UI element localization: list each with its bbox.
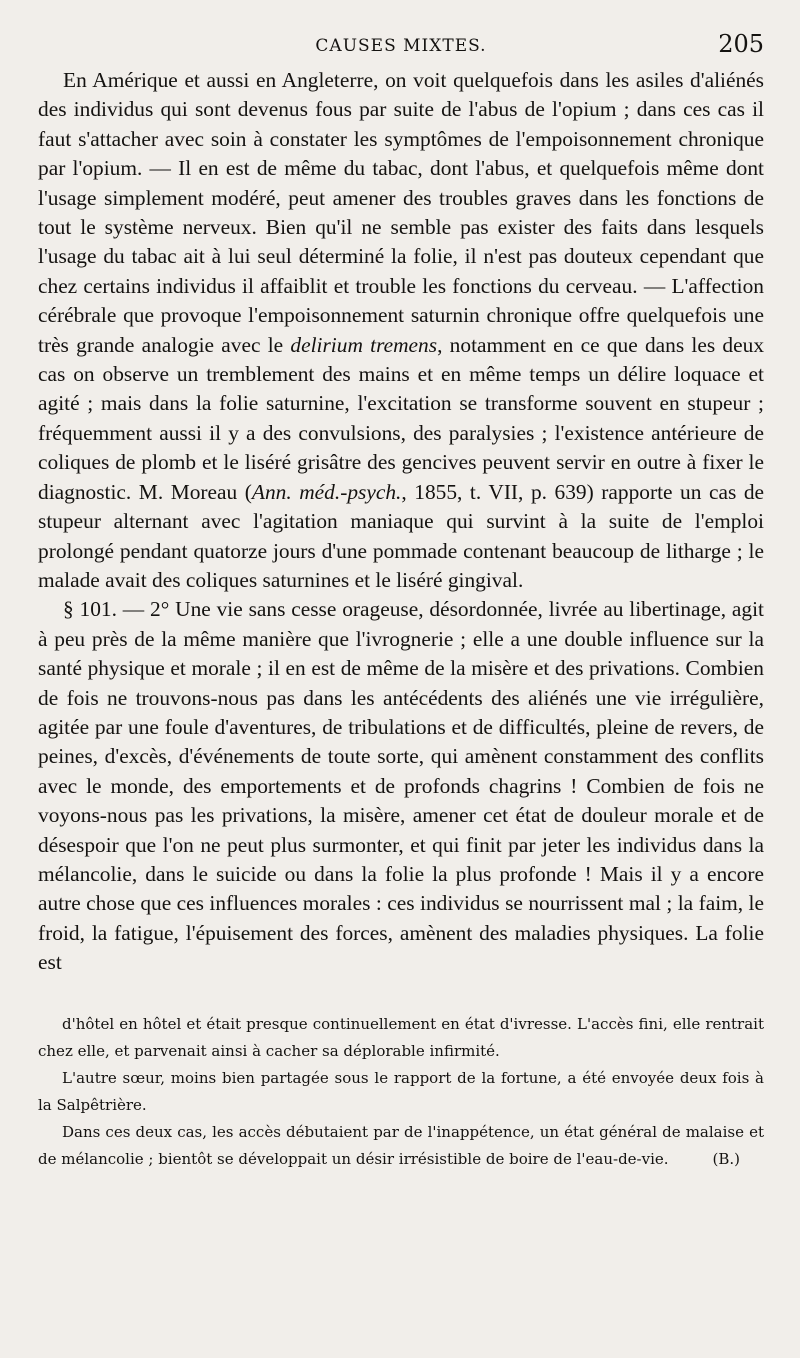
page-number: 205 — [718, 30, 764, 58]
page-header — [38, 30, 764, 66]
footnote-signature: (B.) — [712, 1149, 740, 1168]
footnotes — [38, 1011, 764, 1173]
running-title: CAUSES MIXTES. — [315, 36, 487, 56]
footnote-paragraph: d'hôtel en hôtel et était presque continuellement en état d'ivresse. L'accès fini, elle rentrait chez elle, et parvenait ainsi à cacher sa déplorable infirmité. — [38, 1014, 764, 1060]
footnote-paragraph — [38, 1119, 764, 1173]
paragraph-text: , notamment en ce que dans les deux cas on observe un tremblement des mains et en même temps un délire loquace et agité ; mais dans la folie saturnine, l'excitation se transforme souvent en stupeur ; fréquemment aussi il y a des convulsions, des paralysies ; l'existence antérieure de coliques de plomb et le liséré grisâtre des gencives peuvent servir en outre à fixer le diagnostic. M. Moreau ( — [38, 332, 765, 504]
main-text — [38, 66, 764, 978]
paragraph-text: , 1855, t. VII, p. 639) rapporte un cas de stupeur alternant avec l'agitation maniaque qui survint à la suite de l'emploi prolongé pendant quatorze jours d'une pommade contenant beaucoup de litharge ; le malade avait des coliques saturnines et le liséré gingival. — [38, 479, 765, 592]
paragraph-text: En Amérique et aussi en Angleterre, on voit quelquefois dans les asiles d'aliénés des individus qui sont devenus fous par suite de l'abus de l'opium ; dans ces cas il faut s'attacher avec soin à constater les symptômes de l'empoisonnement chronique par l'opium. — Il en est de même du tabac, dont l'abus, et quelquefois même dont l'usage simplement modéré, peut amener des troubles graves dans les fonctions de tout le système nerveux. Bien qu'il ne semble pas exister des faits dans lesquels l'usage du tabac ait à lui seul déterminé la folie, il n'est pas douteux cependant que chez certains individus il affaiblit et trouble les fonctions du cerveau. — L'affection cérébrale que provoque l'empoisonnement saturnin chronique offre quelquefois une très grande analogie avec le — [38, 68, 764, 357]
footnote-text: Dans ces deux cas, les accès débutaient par de l'inappétence, un état général de malaise et de mélancolie ; bientôt se développait un désir irrésistible de boire de l'eau-de-vie. — [38, 1122, 764, 1168]
book-page — [38, 30, 764, 1173]
footnote-paragraph: L'autre sœur, moins bien partagée sous le rapport de la fortune, a été envoyée deux fois à la Salpêtrière. — [38, 1068, 764, 1114]
paragraph-section-101: § 101. — 2° Une vie sans cesse orageuse, désordonnée, livrée au libertinage, agit à peu près de la même manière que l'ivrognerie ; elle a une double influence sur la santé physique et morale ; il en est de même de la misère et des privations. Combien de fois ne trouvons-nous pas dans les antécédents des aliénés une vie irrégulière, agitée par une foule d'aventures, de tribulations et de difficultés, pleine de revers, de peines, d'excès, d'événements de toute sorte, qui amènent constamment des conflits avec le monde, des emportements et de profonds chagrins ! Combien de fois ne voyons-nous pas les privations, la misère, amener cet état de douleur morale et de désespoir que l'on ne peut plus surmonter, et qui finit par jeter les individus dans la mélancolie, dans le suicide ou dans la folie la plus profonde ! Mais il y a encore autre chose que ces influences morales : ces individus se nourrissent mal ; la faim, le froid, la fatigue, l'épuisement des forces, amènent des maladies physiques. La folie est — [38, 597, 764, 975]
paragraph-opium-tobacco-lead — [38, 66, 764, 595]
citation-journal: Ann. méd.-psych. — [251, 479, 402, 504]
italic-term: delirium tremens — [290, 332, 438, 357]
